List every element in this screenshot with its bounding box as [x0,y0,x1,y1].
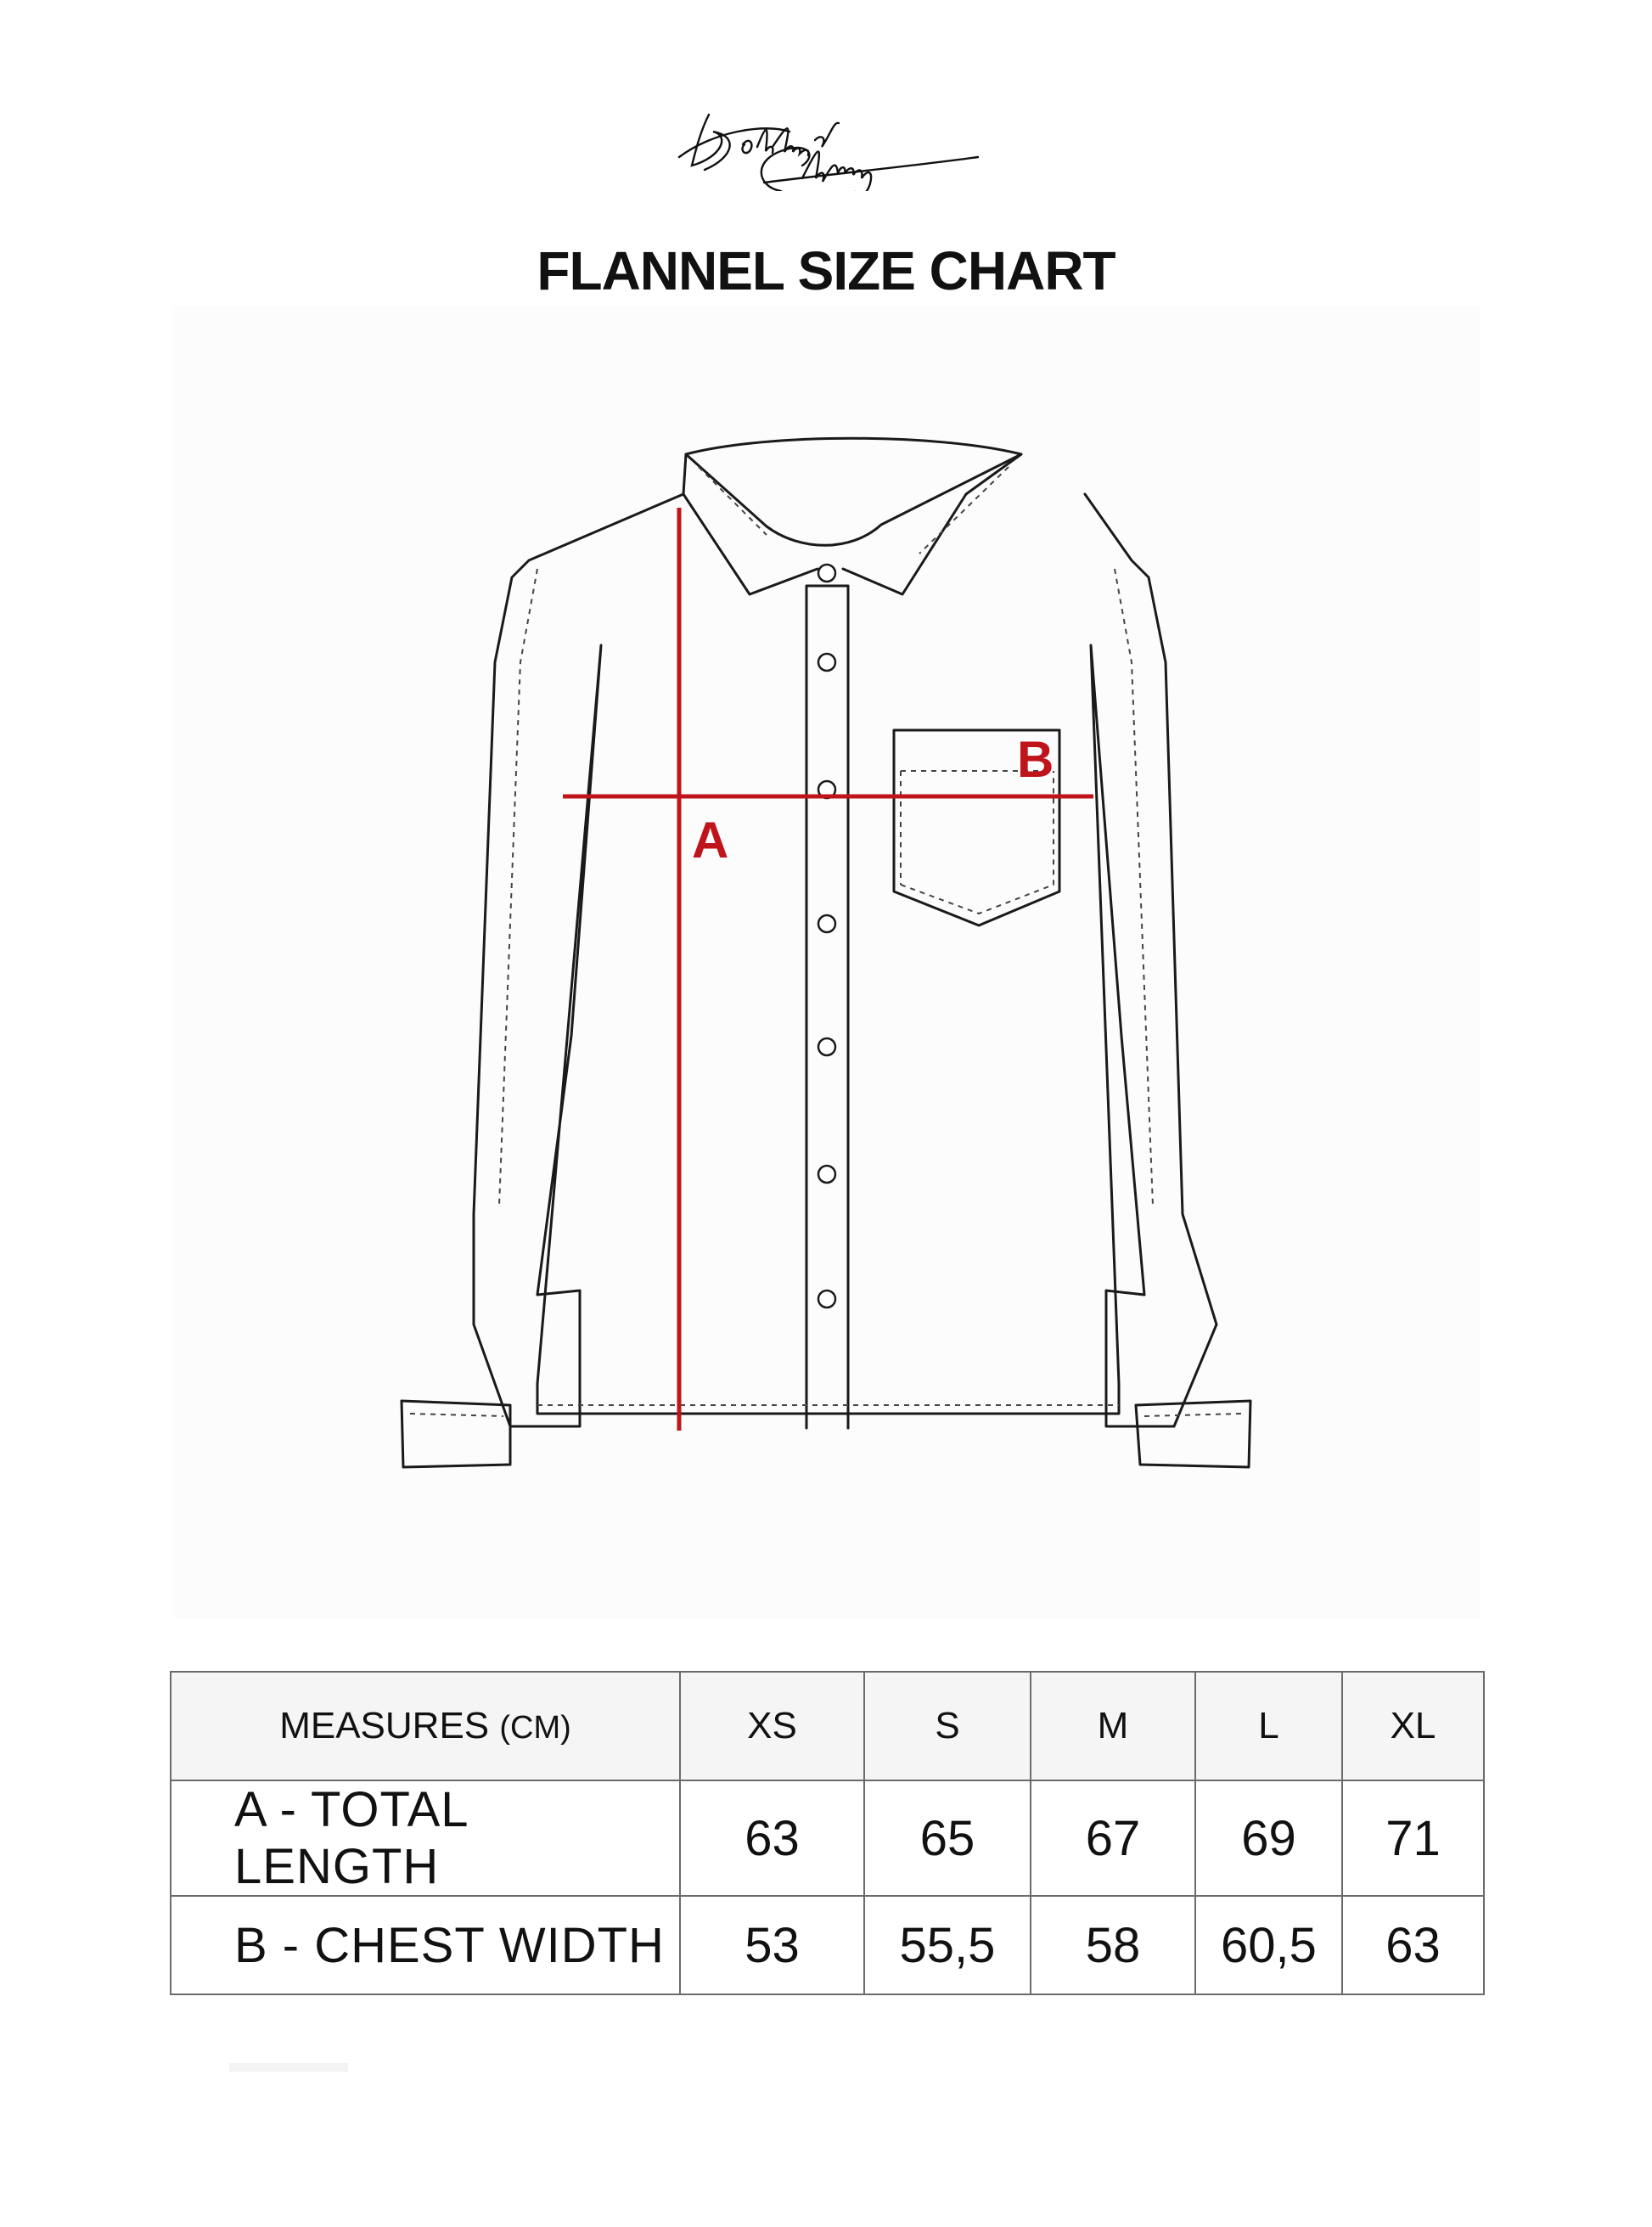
table-cell: 65 [864,1780,1031,1896]
table-row [171,1896,1484,1994]
shirt-diagram [172,306,1480,1617]
shirt-body-outline [474,494,1217,1426]
table-header-row [171,1672,1484,1780]
shirt-button [818,565,835,582]
shirt-button [818,1291,835,1308]
size-header: M [1031,1672,1195,1780]
measure-label-b: B [1017,731,1054,788]
row-label: B - CHEST WIDTH [171,1896,680,1994]
right-cuff [1136,1401,1250,1467]
faint-mark [229,2063,348,2072]
table-cell: 69 [1195,1780,1342,1896]
left-cuff [402,1401,510,1467]
buttons [818,565,835,1308]
table-cell: 60,5 [1195,1896,1342,1994]
unit-label: (CM) [499,1710,571,1746]
table-cell: 63 [1342,1896,1484,1994]
shirt-button [818,654,835,671]
size-header: S [864,1672,1031,1780]
table-cell: 53 [680,1896,864,1994]
measures-header: MEASURES (CM) [171,1672,680,1780]
size-header: XL [1342,1672,1484,1780]
table-cell: 55,5 [864,1896,1031,1994]
table-cell: 71 [1342,1780,1484,1896]
table-cell: 63 [680,1780,864,1896]
size-header: L [1195,1672,1342,1780]
table-row [171,1780,1484,1896]
measure-label-a: A [692,812,729,869]
brand-logo [662,98,985,191]
shirt-button [818,1166,835,1183]
table-cell: 58 [1031,1896,1195,1994]
shirt-button [818,915,835,932]
table-cell: 67 [1031,1780,1195,1896]
size-header: XS [680,1672,864,1780]
shirt-collar [683,438,1021,494]
row-label: A - TOTAL LENGTH [171,1780,680,1896]
size-table [170,1671,1485,1995]
shirt-button [818,1038,835,1055]
page-title: FLANNEL SIZE CHART [537,240,1115,301]
